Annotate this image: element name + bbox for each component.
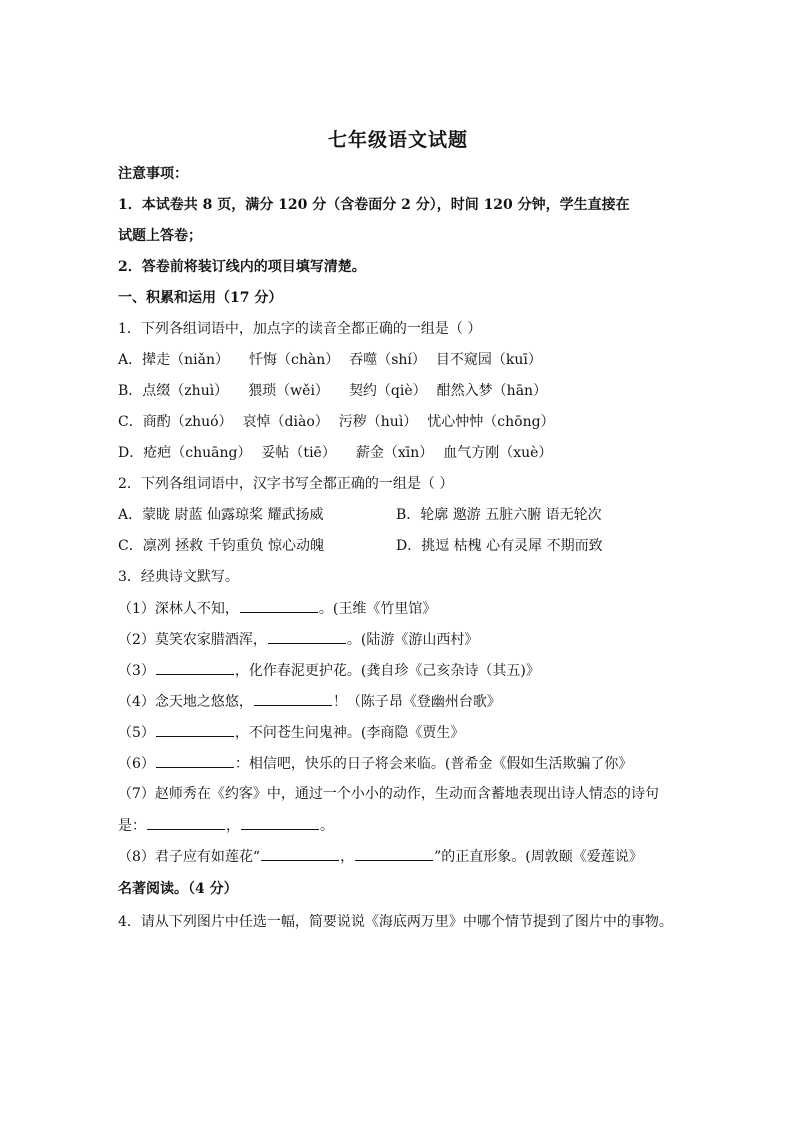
poem-source: ：相信吧，快乐的日子将会来临。(普希金《假如生活欺骗了你》 <box>234 756 633 772</box>
option-item: 撵走（niǎn） <box>142 352 229 368</box>
poem-text: ， <box>226 818 240 834</box>
option-item: 猥琐（wěi） <box>248 383 329 399</box>
question-1-option-c <box>118 413 555 431</box>
poem-text: （8）君子应有如莲花“ <box>118 849 261 865</box>
poem-line-5 <box>118 723 464 742</box>
option-item: 忧心忡忡（chōng） <box>427 414 555 430</box>
question-1-stem: 1．下列各组词语中，加点字的读音全都正确的一组是（ ） <box>118 321 482 337</box>
option-letter: A． <box>118 352 143 368</box>
option-letter: D． <box>118 445 144 461</box>
question-2-option-d: D．挑逗 枯槐 心有灵犀 不期而致 <box>396 538 603 554</box>
section-2-heading: 名著阅读。（4 分） <box>118 881 238 897</box>
notice-item-1: 1．本试卷共 8 页，满分 120 分（含卷面分 2 分），时间 120 分钟，学生直接在 <box>118 197 630 213</box>
poem-line-8 <box>118 847 643 866</box>
poem-text: 是： <box>118 818 146 834</box>
answer-blank[interactable] <box>156 661 234 675</box>
poem-line-6 <box>118 754 632 773</box>
answer-blank[interactable] <box>268 630 346 644</box>
poem-text: （5） <box>118 725 155 741</box>
poem-source: ，不问苍生问鬼神。(李商隐《贾生》 <box>234 725 465 741</box>
question-1-option-a <box>118 351 542 369</box>
question-2-option-a: A．蒙眬 尉蓝 仙露琼桨 耀武扬威 <box>118 507 324 523</box>
poem-text: （3） <box>118 663 155 679</box>
option-item: 商酌（zhuó） <box>142 414 233 430</box>
option-item: 血气方刚（xuè） <box>443 445 553 461</box>
answer-blank[interactable] <box>156 723 234 737</box>
question-3-stem: 3．经典诗文默写。 <box>118 569 239 585</box>
poem-source: 。(陆游《游山西村》 <box>346 632 479 648</box>
notice-item-1-cont: 试题上答卷； <box>118 228 202 244</box>
poem-source: ”的正直形象。(周敦颐《爱莲说》 <box>434 849 643 865</box>
answer-blank[interactable] <box>254 692 332 706</box>
answer-blank[interactable] <box>261 847 339 861</box>
question-2-option-c: C．凛冽 拯救 千钧重负 惊心动魄 <box>118 538 325 554</box>
answer-blank[interactable] <box>147 816 225 830</box>
option-letter: C． <box>118 414 143 430</box>
poem-line-1 <box>118 599 436 618</box>
poem-line-2 <box>118 630 478 649</box>
option-item: 点缀（zhuì） <box>142 383 229 399</box>
notice-item-2: 2．答卷前将装订线内的项目填写清楚。 <box>118 259 366 275</box>
answer-blank[interactable] <box>156 754 234 768</box>
option-item: 妥帖（tiē） <box>261 445 336 461</box>
question-1-option-d <box>118 444 552 462</box>
poem-text: ， <box>340 849 355 865</box>
poem-text: （6） <box>118 756 155 772</box>
option-letter: B． <box>118 383 143 399</box>
answer-blank[interactable] <box>240 599 318 613</box>
option-item: 哀悼（diào） <box>242 414 329 430</box>
question-4-stem: 4．请从下列图片中任选一幅，简要说说《海底两万里》中哪个情节提到了图片中的事物。 <box>118 914 673 930</box>
poem-source: ，化作春泥更护花。(龚自珍《己亥杂诗（其五)》 <box>234 663 540 679</box>
notice-heading: 注意事项： <box>118 166 188 182</box>
poem-source: ！（陈子昂《登幽州台歌》 <box>332 694 501 710</box>
option-item: 酣然入梦（hān） <box>436 383 548 399</box>
question-2-stem: 2．下列各组词语中，汉字书写全都正确的一组是（ ） <box>118 476 454 492</box>
page-title: 七年级语文试题 <box>327 129 468 151</box>
poem-line-7: （7）赵师秀在《约客》中，通过一个小小的动作，生动而含蓄地表现出诗人情态的诗句 <box>118 786 659 802</box>
poem-text: （1）深林人不知， <box>118 601 239 617</box>
poem-text: （2）莫笑农家腊酒浑， <box>118 632 267 648</box>
option-item: 吞噬（shí） <box>349 352 426 368</box>
option-item: 目不窥园（kuī） <box>435 352 542 368</box>
option-item: 疮疤（chuāng） <box>143 445 252 461</box>
question-2-option-b: B．轮廓 邀游 五脏六腑 语无轮次 <box>396 507 602 523</box>
poem-source: 。(王维《竹里馆》 <box>318 601 437 617</box>
option-item: 污秽（huì） <box>338 414 418 430</box>
poem-text: 。 <box>320 818 334 834</box>
answer-blank[interactable] <box>241 816 319 830</box>
poem-line-4 <box>118 692 501 711</box>
option-item: 薪金（xīn） <box>355 445 434 461</box>
poem-line-3 <box>118 661 540 680</box>
answer-blank[interactable] <box>355 847 433 861</box>
option-item: 契约（qiè） <box>348 383 427 399</box>
section-1-heading: 一、积累和运用（17 分） <box>118 290 283 306</box>
poem-line-7-answer <box>118 816 334 835</box>
question-1-option-b <box>118 382 547 400</box>
poem-text: （4）念天地之悠悠， <box>118 694 253 710</box>
option-item: 忏悔（chàn） <box>248 352 340 368</box>
